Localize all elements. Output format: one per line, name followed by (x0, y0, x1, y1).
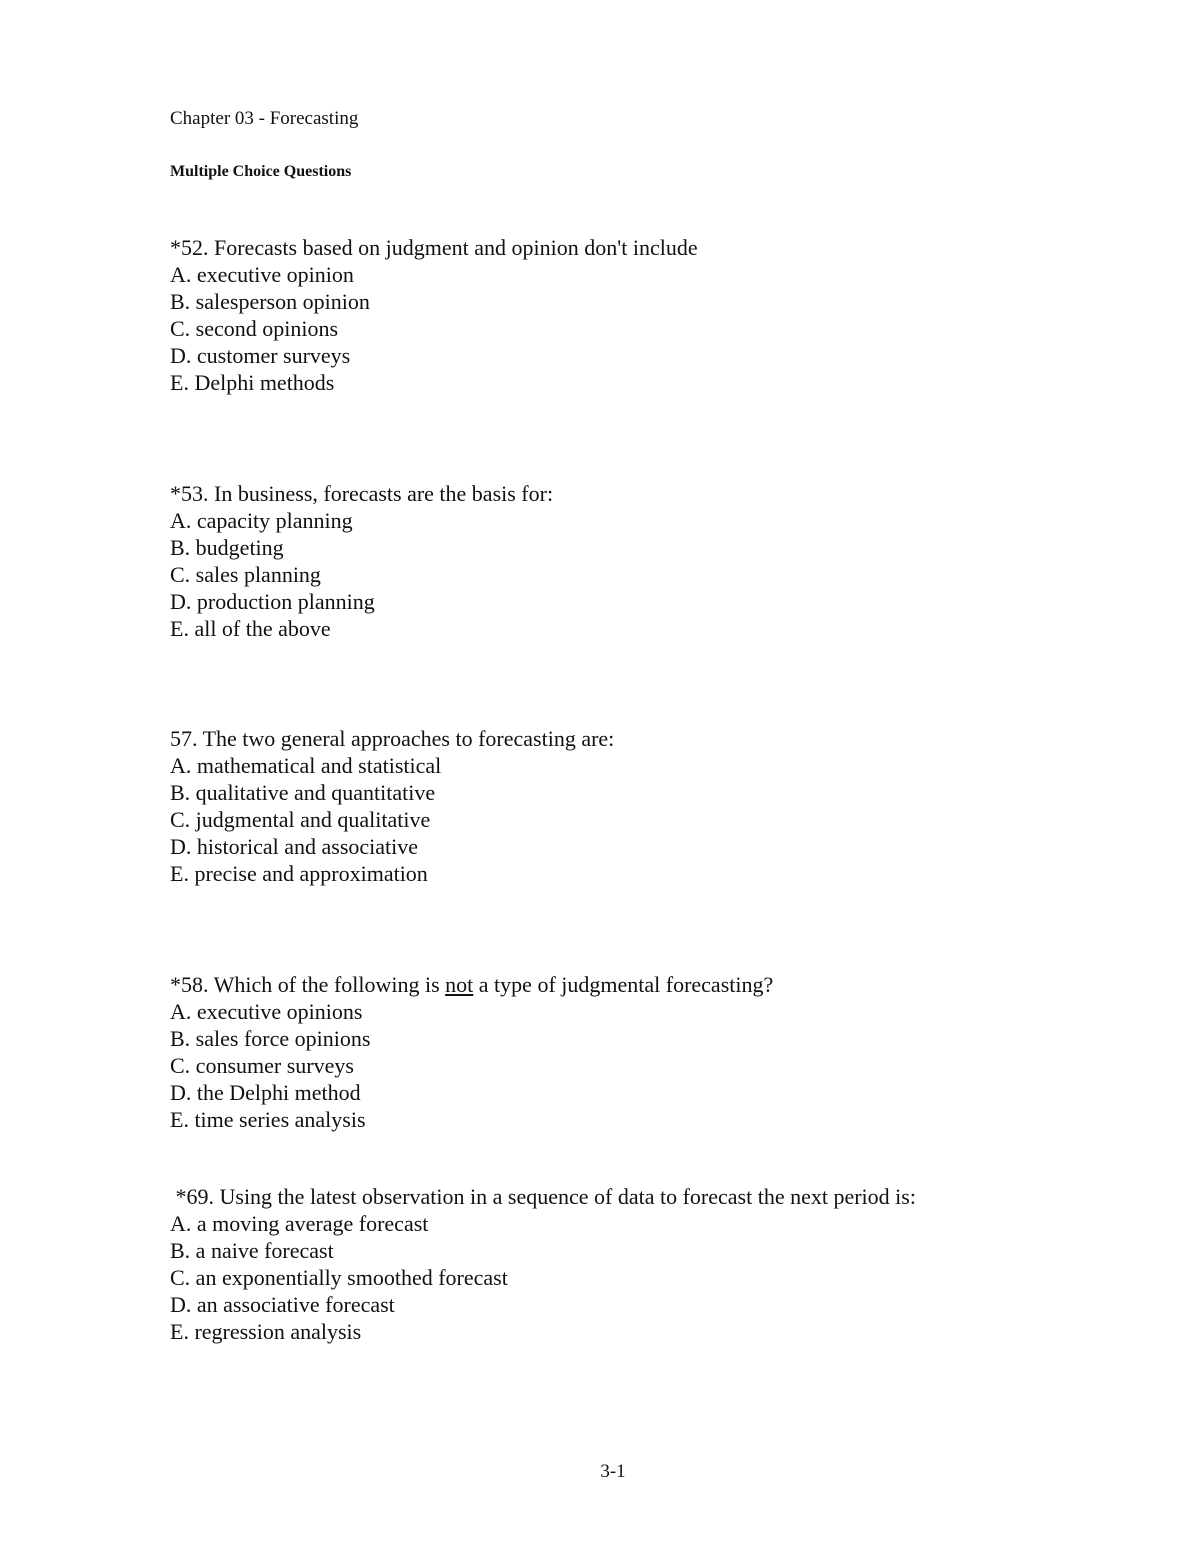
answer-option-a: A. mathematical and statistical (170, 753, 442, 778)
answer-option-e: E. regression analysis (170, 1319, 362, 1344)
answer-option-a: A. a moving average forecast (170, 1211, 429, 1236)
answer-option-a: A. capacity planning (170, 508, 353, 533)
question-stem: *69. Using the latest observation in a sequence of data to forecast the next period is: (170, 1184, 916, 1209)
question-52 (170, 234, 1130, 396)
question-58 (170, 971, 1130, 1133)
answer-option-b: B. salesperson opinion (170, 289, 370, 314)
answer-option-b: B. budgeting (170, 535, 284, 560)
answer-options (170, 507, 1130, 642)
answer-option-e: E. time series analysis (170, 1107, 366, 1132)
question-stem: 57. The two general approaches to forecasting are: (170, 726, 615, 751)
answer-option-e: E. Delphi methods (170, 370, 335, 395)
question-stem-underlined: not (445, 972, 474, 997)
answer-option-c: C. an exponentially smoothed forecast (170, 1265, 508, 1290)
answer-option-a: A. executive opinions (170, 999, 363, 1024)
answer-option-b: B. a naive forecast (170, 1238, 334, 1263)
question-stem (170, 971, 1130, 998)
answer-option-e: E. all of the above (170, 616, 331, 641)
chapter-title: Chapter 03 - Forecasting (170, 108, 359, 129)
answer-option-c: C. consumer surveys (170, 1053, 354, 1078)
answer-options (170, 1210, 1130, 1345)
answer-option-c: C. second opinions (170, 316, 339, 341)
question-69 (170, 1183, 1130, 1345)
answer-option-d: D. customer surveys (170, 343, 351, 368)
section-title: Multiple Choice Questions (170, 163, 352, 180)
answer-option-d: D. historical and associative (170, 834, 419, 859)
question-stem: *53. In business, forecasts are the basis for: (170, 481, 554, 506)
answer-option-b: B. sales force opinions (170, 1026, 371, 1051)
answer-option-c: C. sales planning (170, 562, 321, 587)
answer-options (170, 998, 1130, 1133)
page-number: 3-1 (600, 1461, 626, 1482)
answer-option-c: C. judgmental and qualitative (170, 807, 431, 832)
answer-options (170, 752, 1130, 887)
question-stem-after: a type of judgmental forecasting? (473, 972, 774, 997)
answer-option-a: A. executive opinion (170, 262, 354, 287)
question-stem: *52. Forecasts based on judgment and opinion don't include (170, 235, 698, 260)
answer-option-b: B. qualitative and quantitative (170, 780, 436, 805)
answer-option-d: D. an associative forecast (170, 1292, 395, 1317)
answer-option-d: D. production planning (170, 589, 375, 614)
answer-option-e: E. precise and approximation (170, 861, 428, 886)
question-57 (170, 725, 1130, 887)
question-stem-before: *58. Which of the following is (170, 972, 446, 997)
question-53 (170, 480, 1130, 642)
answer-option-d: D. the Delphi method (170, 1080, 361, 1105)
answer-options (170, 261, 1130, 396)
